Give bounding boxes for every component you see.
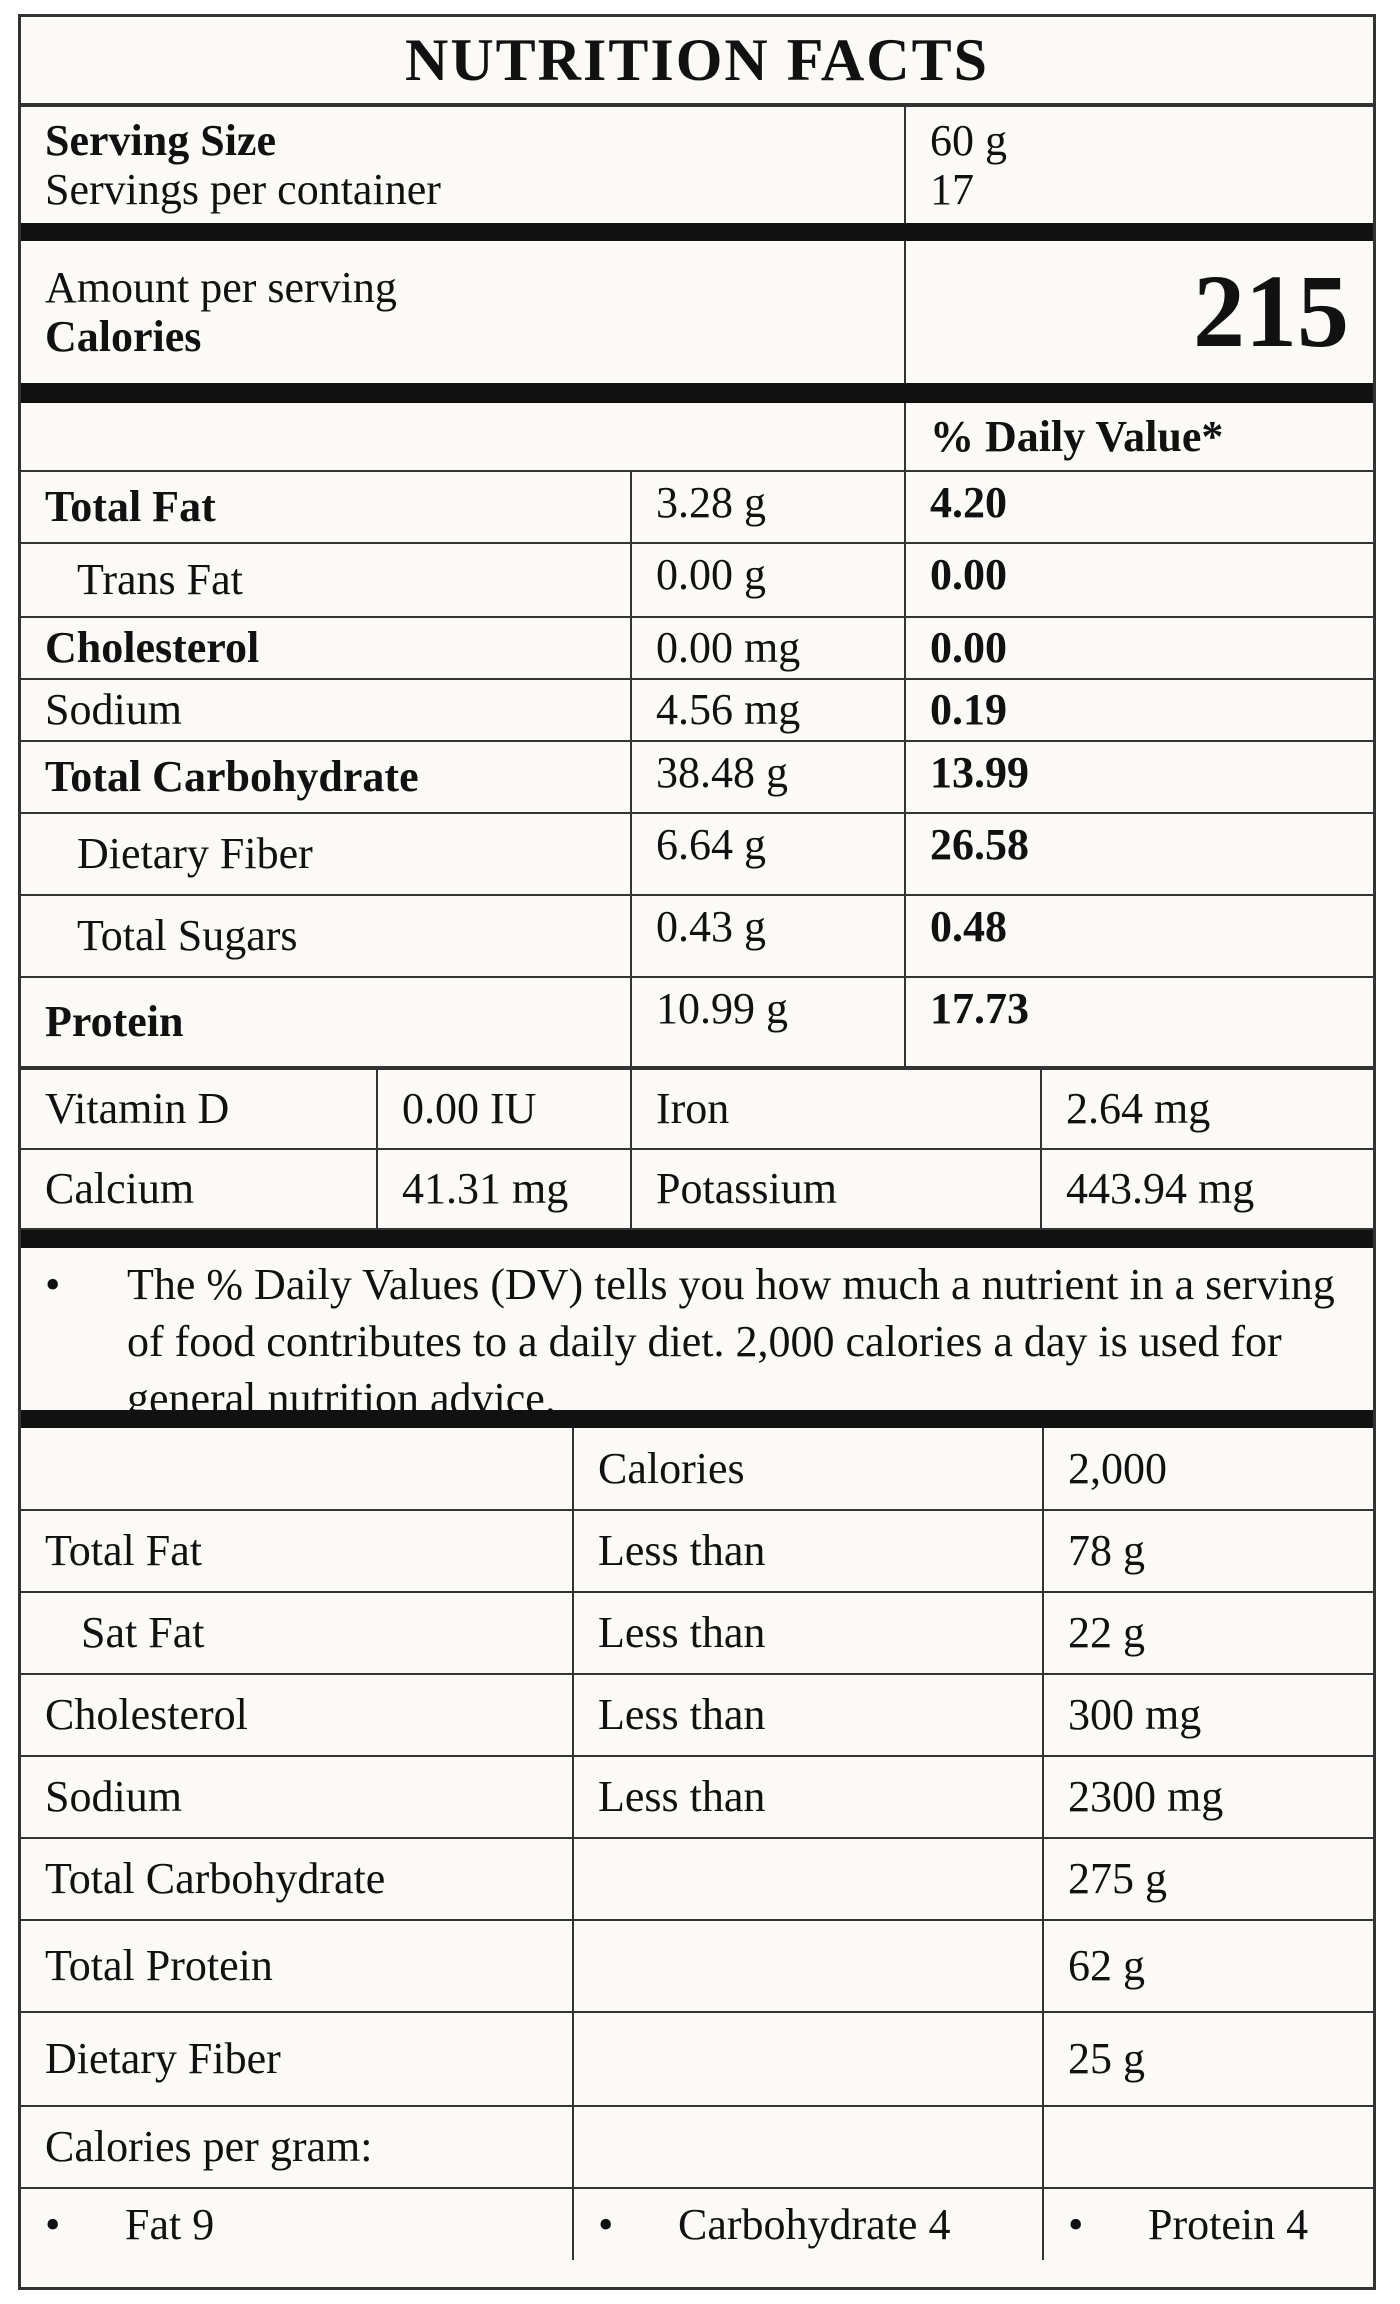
divider-bar (21, 1230, 1373, 1248)
nutrition-facts-label (18, 14, 1376, 2290)
bullet-icon: • (598, 2199, 614, 2249)
divider-bar (21, 223, 1373, 241)
table-row (21, 2106, 1373, 2188)
calories-per-gram-text: Carbohydrate 4 (678, 2199, 951, 2249)
calories-label: Calories (45, 312, 202, 361)
reference-value: 25 g (1043, 2012, 1373, 2106)
reference-name: Total Protein (21, 1920, 573, 2012)
reference-name: Cholesterol (21, 1674, 573, 1756)
reference-value: 300 mg (1043, 1674, 1373, 1756)
serving-size-value: 60 g (930, 115, 1007, 165)
footnote-text: The % Daily Values (DV) tells you how much a nutrient in a serving of food contributes to a daily diet. 2,000 calories a day is used for general nutrition advice. (127, 1260, 1335, 1424)
reference-name: Sat Fat (21, 1592, 573, 1674)
table-row (21, 617, 1373, 679)
reference-name: Total Carbohydrate (21, 1838, 573, 1920)
reference-value: 78 g (1043, 1510, 1373, 1592)
servings-per-container-label: Servings per container (45, 165, 441, 214)
table-row (21, 895, 1373, 977)
table-row (21, 1069, 1373, 1149)
calories-per-gram-fat (21, 2188, 573, 2260)
calories-per-gram-label: Calories per gram: (21, 2106, 573, 2188)
calories-value: 215 (905, 241, 1373, 383)
reference-name: Total Fat (21, 1510, 573, 1592)
table-row (21, 1756, 1373, 1838)
serving-size-label: Serving Size (45, 115, 276, 165)
nutrient-amount: 6.64 g (631, 813, 905, 895)
nutrient-amount: 10.99 g (631, 977, 905, 1067)
nutrient-amount: 4.56 mg (631, 679, 905, 741)
reference-qualifier (573, 1920, 1043, 2012)
reference-value: 275 g (1043, 1838, 1373, 1920)
reference-value: 2300 mg (1043, 1756, 1373, 1838)
nutrient-dv: 0.19 (905, 679, 1373, 741)
reference-name: Sodium (21, 1756, 573, 1838)
bullet-icon: • (45, 2199, 61, 2249)
vitamin-name: Calcium (21, 1149, 377, 1229)
vitamins-table (21, 1068, 1373, 1230)
vitamin-name: Potassium (631, 1149, 1041, 1229)
nutrient-dv: 0.00 (905, 617, 1373, 679)
table-row (21, 741, 1373, 813)
reference-qualifier (573, 2012, 1043, 2106)
vitamin-name: Iron (631, 1069, 1041, 1149)
servings-per-container-value: 17 (930, 165, 974, 214)
table-row (21, 977, 1373, 1067)
table-row (21, 1149, 1373, 1229)
vitamin-name: Vitamin D (21, 1069, 377, 1149)
table-row (21, 471, 1373, 543)
calories-per-gram-protein (1043, 2188, 1373, 2260)
table-row (21, 679, 1373, 741)
calories-table (21, 241, 1373, 383)
nutrient-amount: 3.28 g (631, 471, 905, 543)
reference-name: Dietary Fiber (21, 2012, 573, 2106)
reference-qualifier: Less than (573, 1674, 1043, 1756)
nutrient-name: Total Carbohydrate (21, 741, 631, 813)
nutrient-name: Total Sugars (21, 895, 631, 977)
nutrient-amount: 38.48 g (631, 741, 905, 813)
table-row (21, 1838, 1373, 1920)
nutrient-dv: 13.99 (905, 741, 1373, 813)
calories-per-gram-text: Fat 9 (125, 2199, 215, 2249)
nutrients-table (21, 403, 1373, 1068)
bullet-icon: • (45, 1260, 61, 1309)
daily-value-header: % Daily Value* (905, 403, 1373, 471)
nutrient-dv: 26.58 (905, 813, 1373, 895)
serving-table (21, 107, 1373, 223)
table-row (21, 543, 1373, 617)
bullet-icon: • (1068, 2199, 1084, 2249)
divider-bar (21, 383, 1373, 403)
nutrient-amount: 0.43 g (631, 895, 905, 977)
amount-per-serving-label: Amount per serving (45, 262, 397, 312)
label-title: NUTRITION FACTS (21, 17, 1373, 107)
reference-table (21, 1428, 1373, 2260)
reference-value: 62 g (1043, 1920, 1373, 2012)
vitamin-value: 41.31 mg (377, 1149, 631, 1229)
reference-header-calories: Calories (573, 1428, 1043, 1510)
nutrient-name: Sodium (21, 679, 631, 741)
reference-qualifier (573, 1838, 1043, 1920)
table-row (21, 813, 1373, 895)
nutrient-name: Protein (21, 977, 631, 1067)
calories-per-gram-text: Protein 4 (1148, 2199, 1309, 2249)
reference-qualifier: Less than (573, 1510, 1043, 1592)
table-row (21, 1920, 1373, 2012)
table-row (21, 1428, 1373, 1510)
vitamin-value: 443.94 mg (1041, 1149, 1373, 1229)
table-row (21, 2012, 1373, 2106)
nutrient-dv: 4.20 (905, 471, 1373, 543)
reference-qualifier: Less than (573, 1592, 1043, 1674)
table-row (21, 1510, 1373, 1592)
nutrient-amount: 0.00 g (631, 543, 905, 617)
nutrient-dv: 0.00 (905, 543, 1373, 617)
footnote (21, 1248, 1373, 1424)
reference-qualifier: Less than (573, 1756, 1043, 1838)
nutrient-dv: 0.48 (905, 895, 1373, 977)
vitamin-value: 0.00 IU (377, 1069, 631, 1149)
nutrient-name: Cholesterol (21, 617, 631, 679)
table-row (21, 1592, 1373, 1674)
serving-labels (21, 107, 905, 223)
serving-values (905, 107, 1373, 223)
table-row (21, 2188, 1373, 2260)
calories-labels (21, 241, 905, 383)
nutrient-name: Dietary Fiber (21, 813, 631, 895)
reference-header-value: 2,000 (1043, 1428, 1373, 1510)
calories-per-gram-carbohydrate (573, 2188, 1043, 2260)
nutrient-amount: 0.00 mg (631, 617, 905, 679)
nutrient-name: Total Fat (21, 471, 631, 543)
vitamin-value: 2.64 mg (1041, 1069, 1373, 1149)
nutrient-dv: 17.73 (905, 977, 1373, 1067)
nutrient-name: Trans Fat (21, 543, 631, 617)
reference-value: 22 g (1043, 1592, 1373, 1674)
table-row (21, 1674, 1373, 1756)
